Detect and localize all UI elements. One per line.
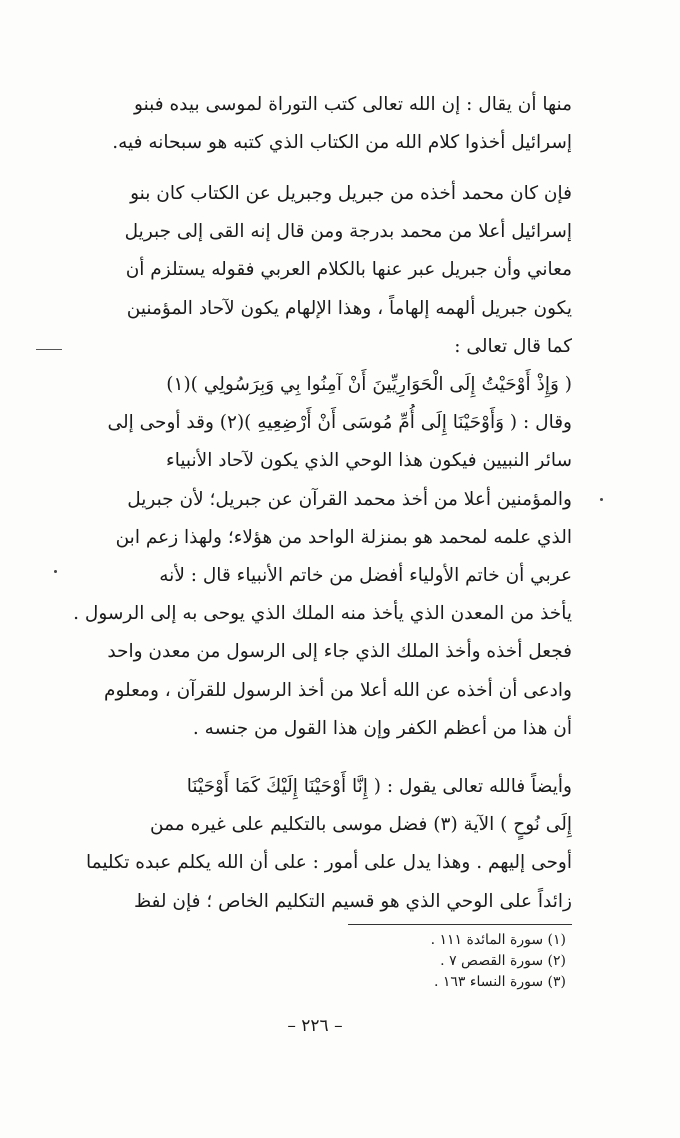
text-line: والمؤمنين أعلا من أخذ محمد القرآن عن جبريل؛ لأن جبريل [127,488,572,510]
text-line: زائداً على الوحي الذي هو قسيم التكليم الخاص ؛ فإن لفظ [134,890,572,912]
margin-dot [54,570,57,573]
paragraph-4 [50,768,572,921]
text-line: فإن كان محمد أخذه من جبريل وجبريل عن الكتاب كان بنو [130,183,572,204]
footnote-3: (٣) سورة النساء ١٦٣ . [433,974,566,990]
text-line: فجعل أخذه وأخذ الملك الذي جاء إلى الرسول من معدن واحد [107,641,572,663]
text-line: إسرائيل أخذوا كلام الله من الكتاب الذي كتبه هو سبحانه فيه. [112,132,572,154]
text-line: الذي علمه لمحمد هو بمنزلة الواحد من هؤلاء؛ ولهذا زعم ابن [115,526,572,548]
quran-verse-line: ( وَإِذْ أَوْحَيْتُ إِلَى الْحَوَارِيِّينَ أَنْ آمِنُوا بِي وَبِرَسُولِي )(١) [166,374,572,395]
text-line: وقال : ( وَأَوْحَيْنَا إِلَى أُمِّ مُوسَى أَنْ أَرْضِعِيهِ )(٢) وقد أوحى إلى [107,412,572,434]
paragraph-2 [50,175,572,366]
text-line: إِلَى نُوحٍ ) الآية (٣) فضل موسى بالتكليم على غيره ممن [150,814,572,836]
text-line: أن هذا من أعظم الكفر وإن هذا القول من جنسه . [192,717,572,739]
footnote-2: (٢) سورة القصص ٧ . [440,953,566,969]
footnote-separator [348,924,572,925]
text-line: عربي أن خاتم الأولياء أفضل من خاتم الأنبياء قال : لأنه [159,565,572,587]
text-line: منها أن يقال : إن الله تعالى كتب التوراة لموسى بيده فبنو [134,94,572,115]
text-line: يكون جبريل ألهمه إلهاماً ، وهذا الإلهام يكون لآحاد المؤمنين [126,297,572,319]
margin-dot [600,498,603,501]
footnote-1: (١) سورة المائدة ١١١ . [430,932,566,948]
paragraph-3 [50,366,572,748]
text-line: سائر النبيين فيكون هذا الوحي الذي يكون لآحاد الأنبياء [166,450,572,472]
paragraph-1 [50,86,572,162]
page-number: – ٢٢٦ – [287,1016,343,1036]
footnotes [300,930,566,993]
text-line: يأخذ من المعدن الذي يأخذ منه الملك الذي يوحى به إلى الرسول . [73,603,572,625]
text-line: وأيضاً فالله تعالى يقول : ( إِنَّا أَوْحَيْنَا إِلَيْكَ كَمَا أَوْحَيْنَا [186,776,572,797]
text-line: معاني وأن جبريل عبر عنها بالكلام العربي فقوله يستلزم أن [125,259,572,281]
text-line: أوحى إليهم . وهذا يدل على أمور : على أن الله يكلم عبده تكليما [85,852,572,874]
text-line: كما قال تعالى : [454,335,572,357]
text-line: وادعى أن أخذه عن الله أعلا من أخذ الرسول للقرآن ، ومعلوم [103,679,572,701]
margin-mark [36,349,62,350]
text-line: إسرائيل أعلا من محمد بدرجة ومن قال إنه القى إلى جبريل [124,221,572,243]
